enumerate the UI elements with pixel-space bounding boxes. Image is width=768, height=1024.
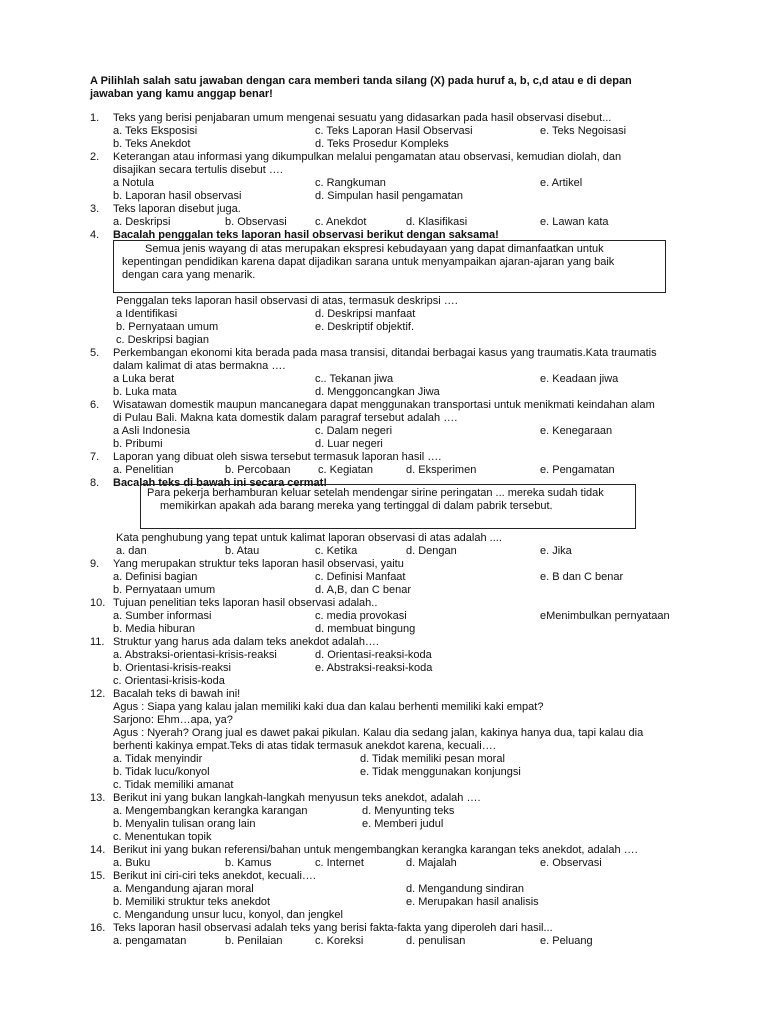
option-b[interactable]: b. Pribumi — [113, 438, 163, 450]
option-b[interactable]: b. Kamus — [225, 857, 272, 869]
question-number: 10. — [90, 597, 106, 609]
option-e[interactable]: e. Artikel — [540, 177, 583, 189]
question-text: Bacalah teks di bawah ini secara cermat! — [113, 477, 327, 489]
option-c[interactable]: c. Anekdot — [315, 216, 367, 228]
option-a[interactable]: a. Sumber informasi — [113, 610, 212, 622]
option-a[interactable]: a. pengamatan — [113, 935, 187, 947]
question-text: Berikut ini yang bukan referensi/bahan untuk mengembangkan kerangka karangan teks anekdot, adalah …. — [113, 844, 638, 856]
question-text: Berikut ini ciri-ciri teks anekdot, kecuali…. — [113, 870, 316, 882]
option-a[interactable]: a. Definisi bagian — [113, 571, 198, 583]
option-c[interactable]: c. Ketika — [315, 545, 358, 557]
question-stem: Penggalan teks laporan hasil observasi di atas, termasuk deskripsi …. — [116, 295, 458, 307]
option-c[interactable]: c. media provokasi — [315, 610, 407, 622]
question-text: Tujuan penelitian teks laporan hasil observasi adalah.. — [113, 597, 378, 609]
option-e[interactable]: e. Lawan kata — [540, 216, 609, 228]
option-e[interactable]: e. B dan C benar — [540, 571, 624, 583]
option-a[interactable]: a. Mengandung ajaran moral — [113, 883, 254, 895]
question-number: 5. — [90, 347, 100, 359]
question-number: 3. — [90, 203, 100, 215]
option-b[interactable]: b. Atau — [225, 545, 260, 557]
option-b[interactable]: b. Luka mata — [113, 386, 177, 398]
option-b[interactable]: b. Laporan hasil observasi — [113, 190, 242, 202]
option-e[interactable]: e. Jika — [540, 545, 572, 557]
option-a[interactable]: a Asli Indonesia — [113, 425, 191, 437]
option-c[interactable]: c. Mengandung unsur lucu, konyol, dan jengkel — [113, 909, 343, 921]
question-stem: Kata penghubung yang tepat untuk kalimat laporan observasi di atas adalah .... — [116, 532, 502, 544]
option-c[interactable]: c. Tidak memiliki amanat — [113, 779, 234, 791]
question-text: Perkembangan ekonomi kita berada pada masa transisi, ditandai berbagai kasus yang traumatis.Kata traumatis — [113, 347, 657, 359]
passage-line: memikirkan apakah ada barang mereka yang tertinggal di dalam pabrik tersebut. — [160, 500, 553, 512]
option-d[interactable]: d. Menggoncangkan Jiwa — [315, 386, 440, 398]
question-number: 6. — [90, 399, 100, 411]
option-b[interactable]: b. Tidak lucu/konyol — [113, 766, 210, 778]
question-text: Teks laporan disebut juga. — [113, 203, 241, 215]
option-c[interactable]: c. Rangkuman — [315, 177, 386, 189]
question-number: 13. — [90, 792, 106, 804]
option-c[interactable]: c. Internet — [315, 857, 364, 869]
option-d[interactable]: d. Dengan — [406, 545, 457, 557]
question-number: 4. — [90, 229, 100, 241]
option-a[interactable]: a Luka berat — [113, 373, 175, 385]
question-text: Keterangan atau informasi yang dikumpulkan melalui pengamatan atau observasi, kemudian diolah, dan — [113, 151, 622, 163]
question-number: 14. — [90, 844, 106, 856]
option-a[interactable]: a. Penelitian — [113, 464, 174, 476]
passage-line: dengan cara yang menarik. — [122, 269, 256, 281]
question-text-cont: di Pulau Bali. Makna kata domestik dalam paragraf tersebut adalah …. — [113, 412, 458, 424]
question-number: 2. — [90, 151, 100, 163]
question-text: Laporan yang dibuat oleh siswa tersebut termasuk laporan hasil …. — [113, 451, 442, 463]
option-b[interactable]: b. Penilaian — [225, 935, 283, 947]
option-a[interactable]: a Notula — [113, 177, 154, 189]
option-a[interactable]: a Identifikasi — [116, 308, 178, 320]
option-a[interactable]: a. Teks Eksposisi — [113, 125, 198, 137]
question-number: 16. — [90, 922, 106, 934]
option-c[interactable]: c.. Tekanan jiwa — [315, 373, 394, 385]
question-text-cont: dalam kalimat di atas bermakna …. — [113, 360, 286, 372]
option-a[interactable]: a. Buku — [113, 857, 151, 869]
option-b[interactable]: b. Menyalin tulisan orang lain — [113, 818, 256, 830]
option-e[interactable]: e. Deskriptif objektif. — [315, 321, 415, 333]
option-d[interactable]: d. Deskripsi manfaat — [315, 308, 416, 320]
option-e[interactable]: e. Teks Negoisasi — [540, 125, 627, 137]
option-e[interactable]: e. Abstraksi-reaksi-koda — [315, 662, 433, 674]
question-text: Bacalah penggalan teks laporan hasil observasi berikut dengan saksama! — [113, 229, 499, 241]
question-text: Berikut ini yang bukan langkah-langkah menyusun teks anekdot, adalah …. — [113, 792, 481, 804]
instruction-line-2: jawaban yang kamu anggap benar! — [90, 88, 273, 100]
option-b[interactable]: b. Percobaan — [225, 464, 291, 476]
passage-line: Semua jenis wayang di atas merupakan ekspresi kebudayaan yang dapat dimanfaatkan untuk — [145, 243, 604, 255]
option-e[interactable]: e. Memberi judul — [362, 818, 444, 830]
option-a[interactable]: a. Deskripsi — [113, 216, 171, 228]
option-d[interactable]: d. Eksperimen — [406, 464, 477, 476]
option-a[interactable]: a. Abstraksi-orientasi-krisis-reaksi — [113, 649, 277, 661]
question-number: 1. — [90, 112, 100, 124]
question-text: Bacalah teks di bawah ini! — [113, 688, 241, 700]
option-b[interactable]: b. Orientasi-krisis-reaksi — [113, 662, 231, 674]
option-d[interactable]: d. Orientasi-reaksi-koda — [315, 649, 432, 661]
option-c[interactable]: c. Koreksi — [315, 935, 364, 947]
question-number: 7. — [90, 451, 100, 463]
dialogue-line: Agus : Nyerah? Orang jual es dawet pakai pikulan. Kalau dia sedang jalan, kakinya hanya dua, tapi kalau dia — [113, 727, 644, 739]
option-b[interactable]: b. Observasi — [225, 216, 287, 228]
option-a[interactable]: a. Tidak menyindir — [113, 753, 203, 765]
dialogue-line: Sarjono: Ehm…apa, ya? — [113, 714, 233, 726]
option-e[interactable]: eMenimbulkan pernyataan — [540, 610, 670, 622]
question-number: 9. — [90, 558, 100, 570]
option-e[interactable]: e. Peluang — [540, 935, 593, 947]
option-d[interactable]: d. membuat bingung — [315, 623, 416, 635]
dialogue-line: berhenti kakinya empat.Teks di atas tidak termasuk anekdot karena, kecuali…. — [113, 740, 496, 752]
option-b[interactable]: b. Teks Anekdot — [113, 138, 191, 150]
instruction-line-1: A Pilihlah salah satu jawaban dengan cara memberi tanda silang (X) pada huruf a, b, c,d atau e di depan — [90, 75, 632, 87]
question-text: Teks yang berisi penjabaran umum mengenai sesuatu yang didasarkan pada hasil observasi disebut... — [113, 112, 612, 124]
option-d[interactable]: d. Menyunting teks — [362, 805, 455, 817]
question-text: Struktur yang harus ada dalam teks anekdot adalah…. — [113, 636, 379, 648]
option-b[interactable]: b. Pernyataan umum — [113, 584, 216, 596]
question-number: 11. — [90, 636, 105, 648]
option-b[interactable]: b. Memiliki struktur teks anekdot — [113, 896, 271, 908]
option-c[interactable]: c. Definisi Manfaat — [315, 571, 406, 583]
option-d[interactable]: d. A,B, dan C benar — [315, 584, 412, 596]
option-c[interactable]: c. Deskripsi bagian — [116, 334, 209, 346]
question-number: 8. — [90, 477, 100, 489]
question-text: Teks laporan hasil observasi adalah teks yang berisi fakta-fakta yang diperoleh dari hasil... — [113, 922, 553, 934]
option-d[interactable]: d. Luar negeri — [315, 438, 383, 450]
option-a[interactable]: a. Mengembangkan kerangka karangan — [113, 805, 308, 817]
option-c[interactable]: c. Dalam negeri — [315, 425, 393, 437]
passage-line: kepentingan pendidikan karena dapat dijadikan sarana untuk menyampaikan ajaran-ajaran yang baik — [122, 256, 615, 268]
option-d[interactable]: d. Mengandung sindiran — [406, 883, 525, 895]
option-d[interactable]: d. Simpulan hasil pengamatan — [315, 190, 463, 202]
option-e[interactable]: e. Kenegaraan — [540, 425, 613, 437]
option-c[interactable]: c. Teks Laporan Hasil Observasi — [315, 125, 473, 137]
passage-line: Para pekerja berhamburan keluar setelah mendengar sirine peringatan ... mereka sudah tidak — [147, 487, 604, 499]
option-b[interactable]: b. Media hiburan — [113, 623, 195, 635]
question-number: 12. — [90, 688, 106, 700]
option-e[interactable]: e. Observasi — [540, 857, 602, 869]
option-e[interactable]: e. Tidak menggunakan konjungsi — [360, 766, 521, 778]
option-c[interactable]: c. Menentukan topik — [113, 831, 212, 843]
question-text: Wisatawan domestik maupun mancanegara dapat menggunakan transportasi untuk menikmati keindahan alam — [113, 399, 655, 411]
question-text-cont: disajikan secara tertulis disebut …. — [113, 164, 283, 176]
dialogue-line: Agus : Siapa yang kalau jalan memiliki kaki dua dan kalau berhenti memiliki kaki empat? — [113, 701, 544, 713]
option-c[interactable]: c. Orientasi-krisis-koda — [113, 675, 225, 687]
option-c[interactable]: c. Kegiatan — [318, 464, 374, 476]
option-d[interactable]: d. Teks Prosedur Kompleks — [315, 138, 449, 150]
option-e[interactable]: e. Keadaan jiwa — [540, 373, 619, 385]
option-d[interactable]: d. penulisan — [406, 935, 466, 947]
option-d[interactable]: d. Tidak memiliki pesan moral — [360, 753, 505, 765]
option-d[interactable]: d. Klasifikasi — [406, 216, 468, 228]
question-number: 15. — [90, 870, 106, 882]
option-b[interactable]: b. Pernyataan umum — [116, 321, 219, 333]
option-e[interactable]: e. Pengamatan — [540, 464, 615, 476]
question-text: Yang merupakan struktur teks laporan hasil observasi, yaitu — [113, 558, 404, 570]
option-d[interactable]: d. Majalah — [406, 857, 457, 869]
option-a[interactable]: a. dan — [116, 545, 147, 557]
option-e[interactable]: e. Merupakan hasil analisis — [406, 896, 539, 908]
